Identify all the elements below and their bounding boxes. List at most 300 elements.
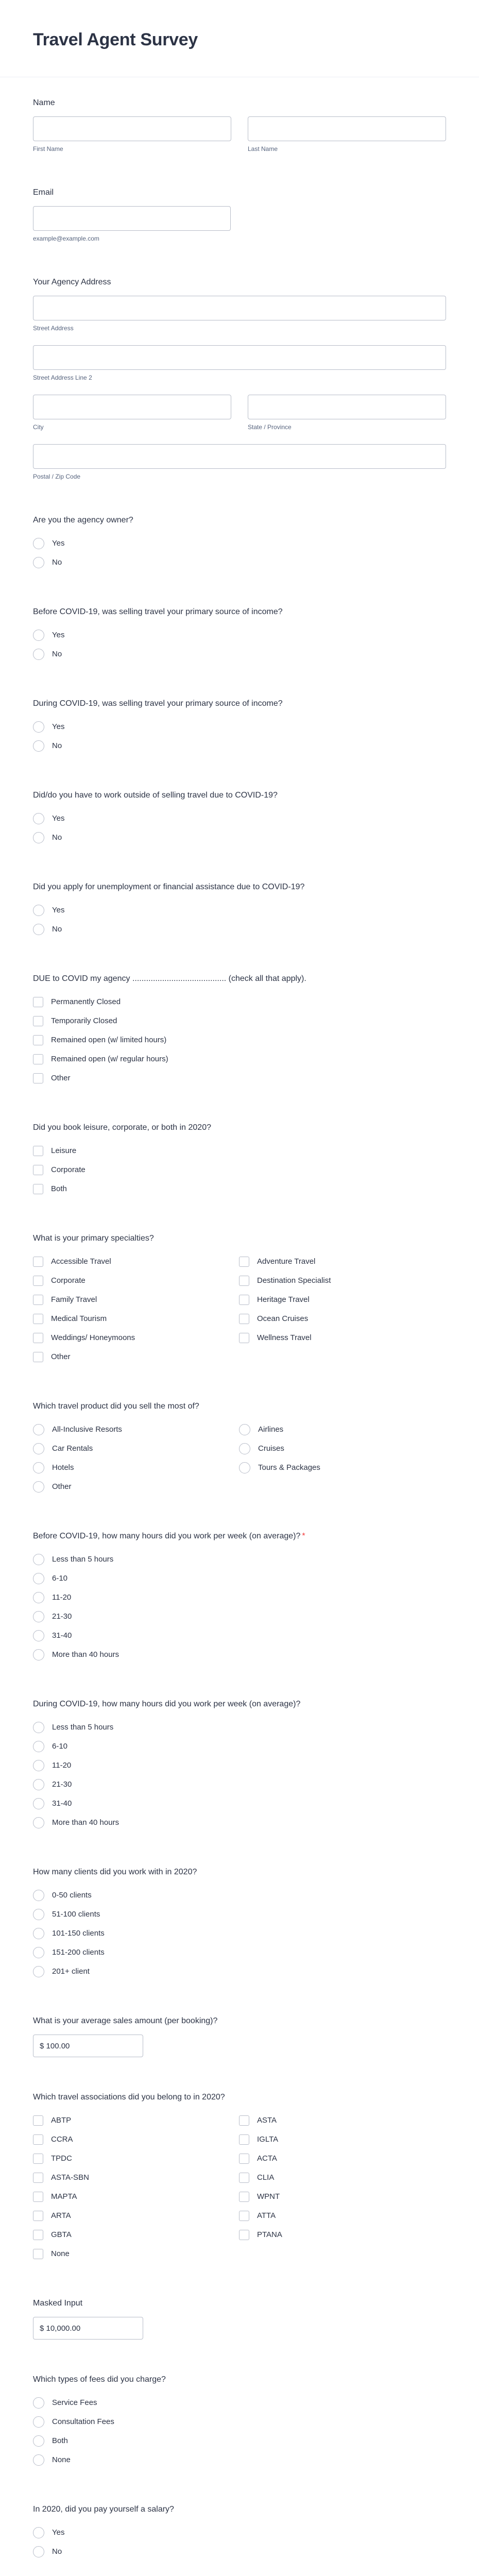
option-label: ARTA (51, 2211, 71, 2220)
options-grid (33, 2111, 446, 2263)
checkbox[interactable] (33, 1035, 43, 1045)
option-label: Remained open (w/ regular hours) (51, 1055, 168, 1063)
question-text: What is your primary specialties? (33, 1234, 154, 1243)
checkbox-option[interactable] (33, 2168, 239, 2187)
radio-button[interactable] (33, 2527, 44, 2538)
option-label: Yes (52, 631, 65, 639)
checkbox[interactable] (33, 2173, 43, 2183)
radio-option[interactable] (33, 1439, 239, 1458)
last-name-sublabel: Last Name (248, 145, 278, 152)
checkbox-option[interactable] (33, 2225, 239, 2244)
checkbox-option[interactable] (239, 2168, 445, 2187)
checkbox-option[interactable] (239, 1252, 445, 1271)
option-label: Yes (52, 2528, 65, 2537)
radio-option[interactable] (33, 1943, 446, 1962)
checkbox-option[interactable] (239, 2206, 445, 2225)
question-text: Which travel product did you sell the most of? (33, 1402, 199, 1411)
checkbox-option[interactable] (33, 1011, 446, 1030)
radio-option[interactable] (33, 1813, 446, 1832)
radio-button[interactable] (239, 1462, 250, 1473)
radio-button[interactable] (33, 1966, 44, 1977)
radio-button[interactable] (33, 1649, 44, 1660)
checkbox-option[interactable] (239, 2149, 445, 2168)
radio-button[interactable] (33, 1573, 44, 1584)
radio-option[interactable] (33, 1756, 446, 1775)
street-address-input[interactable] (33, 296, 446, 320)
checkbox[interactable] (33, 2211, 43, 2221)
q-outside-label (33, 790, 446, 801)
radio-option[interactable] (33, 2450, 446, 2469)
checkbox-option[interactable] (33, 1290, 239, 1309)
checkbox[interactable] (33, 2134, 43, 2145)
radio-button[interactable] (33, 1760, 44, 1771)
radio-option[interactable] (33, 2523, 446, 2542)
option-label: 11-20 (52, 1761, 72, 1770)
radio-option[interactable] (33, 1626, 446, 1645)
option-label: Temporarily Closed (51, 1016, 117, 1025)
checkbox[interactable] (239, 1295, 249, 1305)
email-question (33, 167, 446, 257)
checkbox-option[interactable] (33, 2187, 239, 2206)
radio-option[interactable] (239, 1420, 445, 1439)
checkbox[interactable] (33, 2192, 43, 2202)
option-label: 0-50 clients (52, 1891, 92, 1900)
question-text: DUE to COVID my agency ......................................... (check all that apply). (33, 974, 306, 983)
option-label: Yes (52, 539, 65, 548)
question-text: Which types of fees did you charge? (33, 2375, 166, 2384)
empty-cell (239, 1347, 445, 1366)
checkbox[interactable] (239, 1276, 249, 1286)
checkbox-option[interactable] (239, 2130, 445, 2149)
radio-button[interactable] (33, 630, 44, 641)
q-fees-question (33, 2354, 446, 2484)
radio-button[interactable] (33, 1722, 44, 1733)
option-label: Medical Tourism (51, 1314, 107, 1323)
option-label: Other (51, 1352, 71, 1361)
city-input[interactable] (33, 395, 231, 419)
radio-option[interactable] (33, 1588, 446, 1607)
checkbox[interactable] (239, 2134, 249, 2145)
q-avg-sale-label (33, 2016, 446, 2026)
empty-cell (239, 2244, 445, 2263)
street-address-line2-input[interactable] (33, 345, 446, 370)
q-product-question (33, 1381, 446, 1511)
option-label: Consultation Fees (52, 2417, 114, 2426)
radio-option[interactable] (33, 828, 446, 847)
checkbox-option[interactable] (239, 2187, 445, 2206)
checkbox-option[interactable] (239, 1290, 445, 1309)
radio-option[interactable] (33, 1886, 446, 1905)
checkbox-option[interactable] (33, 2149, 239, 2168)
radio-option[interactable] (33, 1569, 446, 1588)
checkbox-option[interactable] (33, 1252, 239, 1271)
checkbox[interactable] (33, 1352, 43, 1362)
option-label: Family Travel (51, 1295, 97, 1304)
checkbox-option[interactable] (33, 1271, 239, 1290)
checkbox-option[interactable] (33, 1030, 446, 1049)
q-clients-label (33, 1867, 446, 1877)
q-spec-question (33, 1213, 446, 1381)
required-star: * (302, 1532, 305, 1540)
option-label: Ocean Cruises (257, 1314, 309, 1323)
option-label: 51-100 clients (52, 1910, 100, 1919)
radio-button[interactable] (33, 1611, 44, 1622)
address-question (33, 257, 446, 495)
q-salary-question (33, 2484, 446, 2575)
checkbox-option[interactable] (33, 1328, 239, 1347)
q-due-question (33, 953, 446, 1102)
radio-option[interactable] (33, 1905, 446, 1924)
checkbox[interactable] (239, 2173, 249, 2183)
q-unemp-question (33, 861, 446, 953)
q-during-question (33, 678, 446, 770)
q-avg-sale-input[interactable] (33, 2035, 143, 2057)
option-label: ABTP (51, 2116, 72, 2125)
q-product-label (33, 1401, 446, 1412)
radio-button[interactable] (33, 1443, 44, 1454)
option-label: 21-30 (52, 1780, 72, 1789)
radio-button[interactable] (239, 1424, 250, 1435)
street-address-line2-sublabel: Street Address Line 2 (33, 374, 92, 381)
radio-option[interactable] (33, 2431, 446, 2450)
checkbox-option[interactable] (33, 2111, 239, 2130)
radio-button[interactable] (33, 1481, 44, 1493)
radio-button[interactable] (33, 557, 44, 568)
radio-button[interactable] (239, 1443, 250, 1454)
state-sublabel: State / Province (248, 423, 292, 431)
radio-button[interactable] (33, 740, 44, 752)
radio-option[interactable] (33, 1645, 446, 1664)
radio-option[interactable] (33, 920, 446, 939)
radio-option[interactable] (33, 625, 446, 645)
option-label: Weddings/ Honeymoons (51, 1333, 135, 1342)
option-label: No (52, 833, 62, 842)
radio-button[interactable] (33, 832, 44, 843)
checkbox[interactable] (239, 2192, 249, 2202)
street-address-sublabel: Street Address (33, 325, 74, 332)
option-label: ASTA (257, 2116, 277, 2125)
q-unemp-label (33, 882, 446, 892)
radio-button[interactable] (33, 538, 44, 549)
option-label: Accessible Travel (51, 1257, 111, 1266)
question-text: During COVID-19, how many hours did you work per week (on average)? (33, 1700, 301, 1708)
option-label: Other (52, 1482, 72, 1491)
option-label: WPNT (257, 2192, 280, 2201)
option-label: ACTA (257, 2154, 277, 2163)
name-question (33, 77, 446, 167)
radio-button[interactable] (33, 2546, 44, 2557)
option-label: Both (52, 2436, 68, 2445)
radio-option[interactable] (33, 1458, 239, 1477)
option-label: GBTA (51, 2230, 72, 2239)
checkbox[interactable] (33, 1146, 43, 1156)
radio-option[interactable] (33, 1924, 446, 1943)
radio-option[interactable] (33, 1477, 239, 1496)
checkbox-option[interactable] (33, 2130, 239, 2149)
radio-option[interactable] (33, 1607, 446, 1626)
question-text: During COVID-19, was selling travel your primary source of income? (33, 699, 283, 708)
checkbox[interactable] (33, 1257, 43, 1267)
checkbox[interactable] (33, 2115, 43, 2126)
q-assoc-label (33, 2092, 446, 2103)
radio-button[interactable] (33, 1554, 44, 1565)
checkbox-option[interactable] (239, 2111, 445, 2130)
q-leisure-question (33, 1102, 446, 1213)
checkbox-option[interactable] (33, 1049, 446, 1069)
question-text: Before COVID-19, was selling travel your primary source of income? (33, 607, 283, 616)
checkbox[interactable] (239, 2115, 249, 2126)
radio-button[interactable] (33, 813, 44, 824)
zip-input[interactable] (33, 444, 446, 469)
checkbox[interactable] (239, 1257, 249, 1267)
radio-option[interactable] (33, 2542, 446, 2561)
radio-option[interactable] (33, 2393, 446, 2412)
form-title: Travel Agent Survey (33, 30, 198, 49)
question-text: Which travel associations did you belong to in 2020? (33, 2093, 225, 2102)
radio-button[interactable] (33, 1630, 44, 1641)
form-header (0, 0, 479, 77)
option-label: Tours & Packages (258, 1463, 320, 1472)
radio-button[interactable] (33, 1592, 44, 1603)
q-hours-during-question (33, 1679, 446, 1846)
radio-button[interactable] (33, 2454, 44, 2466)
q-clients-question (33, 1846, 446, 1995)
checkbox-option[interactable] (33, 1309, 239, 1328)
checkbox-option[interactable] (33, 1160, 446, 1179)
radio-button[interactable] (33, 2435, 44, 2447)
option-label: PTANA (257, 2230, 282, 2239)
q-spec-label (33, 1233, 446, 1244)
checkbox-option[interactable] (33, 1141, 446, 1160)
name-label: Name (33, 98, 55, 107)
checkbox[interactable] (239, 1333, 249, 1343)
email-label: Email (33, 188, 54, 197)
radio-button[interactable] (33, 1424, 44, 1435)
state-input[interactable] (248, 395, 446, 419)
option-label: Destination Specialist (257, 1276, 331, 1285)
q-owner-label (33, 515, 446, 526)
option-label: Corporate (51, 1276, 85, 1285)
option-label: All-Inclusive Resorts (52, 1425, 122, 1434)
empty-cell (239, 1477, 445, 1496)
radio-option[interactable] (33, 534, 446, 553)
q-masked-label (33, 2298, 446, 2309)
option-label: 6-10 (52, 1574, 68, 1583)
option-label: Permanently Closed (51, 997, 121, 1006)
radio-button[interactable] (33, 2397, 44, 2409)
option-label: Service Fees (52, 2398, 97, 2407)
question-text: Did you apply for unemployment or financial assistance due to COVID-19? (33, 883, 305, 891)
radio-option[interactable] (239, 1439, 445, 1458)
radio-button[interactable] (33, 1947, 44, 1958)
radio-option[interactable] (33, 1794, 446, 1813)
radio-option[interactable] (33, 1962, 446, 1981)
option-label: Hotels (52, 1463, 74, 1472)
checkbox[interactable] (33, 2154, 43, 2164)
option-label: Airlines (258, 1425, 284, 1434)
checkbox[interactable] (33, 1333, 43, 1343)
q-hours-before-question (33, 1511, 446, 1679)
checkbox[interactable] (239, 2230, 249, 2240)
radio-option[interactable] (33, 736, 446, 755)
checkbox-option[interactable] (239, 1309, 445, 1328)
option-label: 201+ client (52, 1967, 90, 1976)
checkbox[interactable] (33, 1314, 43, 1324)
option-label: CLIA (257, 2173, 275, 2182)
option-label: No (52, 650, 62, 658)
checkbox-option[interactable] (33, 1347, 239, 1366)
radio-option[interactable] (33, 1550, 446, 1569)
radio-option[interactable] (33, 1737, 446, 1756)
checkbox-option[interactable] (239, 1271, 445, 1290)
q-hours-during-label (33, 1699, 446, 1709)
radio-button[interactable] (33, 1779, 44, 1790)
question-text: What is your average sales amount (per booking)? (33, 2016, 218, 2025)
option-label: More than 40 hours (52, 1818, 119, 1827)
city-sublabel: City (33, 423, 44, 431)
option-label: Adventure Travel (257, 1257, 316, 1266)
option-label: No (52, 741, 62, 750)
q-masked-question (33, 2278, 446, 2354)
radio-button[interactable] (33, 1817, 44, 1828)
checkbox-option[interactable] (239, 1328, 445, 1347)
option-label: None (52, 2455, 71, 2464)
option-label: Car Rentals (52, 1444, 93, 1453)
question-text: Masked Input (33, 2299, 83, 2308)
checkbox-option[interactable] (33, 992, 446, 1011)
q-hours-before-label (33, 1531, 446, 1541)
option-label: Yes (52, 722, 65, 731)
checkbox-option[interactable] (239, 2225, 445, 2244)
option-label: Leisure (51, 1146, 77, 1155)
q-avg-sale-question (33, 1995, 446, 2072)
q-salary-label (33, 2504, 446, 2515)
radio-button[interactable] (33, 1741, 44, 1752)
option-label: 6-10 (52, 1742, 68, 1751)
checkbox[interactable] (33, 2230, 43, 2240)
question-text: Did you book leisure, corporate, or both in 2020? (33, 1123, 211, 1132)
radio-button[interactable] (33, 649, 44, 660)
radio-option[interactable] (239, 1458, 445, 1477)
radio-button[interactable] (33, 1462, 44, 1473)
q-assoc-question (33, 2072, 446, 2278)
option-label: None (51, 2249, 70, 2258)
q-fees-label (33, 2375, 446, 2385)
option-label: IGLTA (257, 2135, 279, 2144)
q-during-label (33, 699, 446, 709)
checkbox[interactable] (33, 997, 43, 1007)
q-leisure-label (33, 1123, 446, 1133)
radio-option[interactable] (33, 809, 446, 828)
question-text: How many clients did you work with in 2020? (33, 1868, 197, 1876)
option-label: No (52, 2547, 62, 2556)
checkbox[interactable] (33, 2249, 43, 2259)
option-label: ATTA (257, 2211, 276, 2220)
checkbox-option[interactable] (33, 2206, 239, 2225)
option-label: MAPTA (51, 2192, 77, 2201)
zip-sublabel: Postal / Zip Code (33, 473, 81, 480)
question-text: Are you the agency owner? (33, 516, 133, 524)
option-label: Both (51, 1184, 67, 1193)
radio-button[interactable] (33, 905, 44, 916)
email-input[interactable] (33, 206, 231, 231)
checkbox[interactable] (239, 1314, 249, 1324)
radio-button[interactable] (33, 1909, 44, 1920)
options-grid (33, 1420, 446, 1496)
radio-button[interactable] (33, 721, 44, 733)
option-label: 31-40 (52, 1631, 72, 1640)
checkbox[interactable] (33, 1184, 43, 1194)
checkbox[interactable] (239, 2154, 249, 2164)
checkbox[interactable] (33, 1295, 43, 1305)
checkbox[interactable] (33, 1165, 43, 1175)
checkbox[interactable] (33, 1276, 43, 1286)
radio-button[interactable] (33, 924, 44, 935)
option-label: 101-150 clients (52, 1929, 105, 1938)
radio-option[interactable] (33, 1775, 446, 1794)
option-label: Yes (52, 906, 65, 914)
option-label: Remained open (w/ limited hours) (51, 1036, 167, 1044)
q-masked-input[interactable] (33, 2317, 143, 2340)
radio-option[interactable] (33, 717, 446, 736)
radio-option[interactable] (33, 2412, 446, 2431)
first-name-sublabel: First Name (33, 145, 63, 152)
option-label: Less than 5 hours (52, 1555, 114, 1564)
q-before-label (33, 607, 446, 617)
q-due-label (33, 974, 446, 984)
option-label: Wellness Travel (257, 1333, 312, 1342)
checkbox-option[interactable] (33, 1069, 446, 1088)
radio-button[interactable] (33, 1890, 44, 1901)
option-label: Heritage Travel (257, 1295, 310, 1304)
checkbox-option[interactable] (33, 1179, 446, 1198)
checkbox[interactable] (33, 1073, 43, 1083)
checkbox-option[interactable] (33, 2244, 239, 2263)
option-label: Less than 5 hours (52, 1723, 114, 1732)
option-label: Other (51, 1074, 71, 1082)
first-name-input[interactable] (33, 116, 231, 141)
option-label: CCRA (51, 2135, 73, 2144)
radio-button[interactable] (33, 1928, 44, 1939)
option-label: No (52, 558, 62, 567)
checkbox[interactable] (239, 2211, 249, 2221)
question-text: Before COVID-19, how many hours did you work per week (on average)? (33, 1532, 301, 1540)
q-outside-question (33, 770, 446, 861)
radio-option[interactable] (33, 553, 446, 572)
option-label: Cruises (258, 1444, 284, 1453)
option-label: More than 40 hours (52, 1650, 119, 1659)
q-owner-question (33, 495, 446, 586)
checkbox[interactable] (33, 1054, 43, 1064)
question-text: Did/do you have to work outside of selling travel due to COVID-19? (33, 791, 278, 800)
last-name-input[interactable] (248, 116, 446, 141)
radio-button[interactable] (33, 2416, 44, 2428)
option-label: TPDC (51, 2154, 72, 2163)
option-label: 31-40 (52, 1799, 72, 1808)
option-label: 21-30 (52, 1612, 72, 1621)
checkbox[interactable] (33, 1016, 43, 1026)
radio-option[interactable] (33, 645, 446, 664)
radio-option[interactable] (33, 1718, 446, 1737)
radio-option[interactable] (33, 1420, 239, 1439)
question-text: In 2020, did you pay yourself a salary? (33, 2505, 174, 2514)
option-label: ASTA-SBN (51, 2173, 89, 2182)
radio-option[interactable] (33, 901, 446, 920)
email-sublabel: example@example.com (33, 235, 99, 242)
radio-button[interactable] (33, 1798, 44, 1809)
survey-form (0, 77, 479, 2576)
option-label: Yes (52, 814, 65, 823)
